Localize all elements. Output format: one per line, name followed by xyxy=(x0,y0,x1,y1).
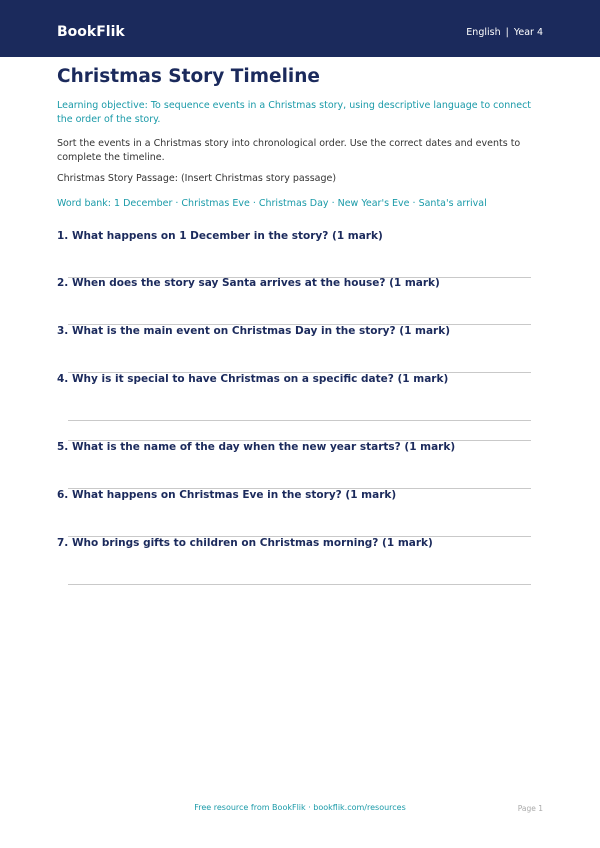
meta-separator: | xyxy=(505,27,509,38)
page-header xyxy=(0,0,600,57)
story-passage: Christmas Story Passage: (Insert Christmas story passage) xyxy=(57,173,337,184)
question-1: 1. What happens on 1 December in the story? (1 mark) xyxy=(57,230,383,242)
brand-logo: BookFlik xyxy=(57,24,125,40)
question-7: 7. Who brings gifts to children on Christmas morning? (1 mark) xyxy=(57,537,433,549)
instructions: Sort the events in a Christmas story into chronological order. Use the correct dates and events to complete the timeline. xyxy=(57,138,521,163)
word-bank: Word bank: 1 December · Christmas Eve · Christmas Day · New Year's Eve · Santa's arrival xyxy=(57,198,487,209)
question-2: 2. When does the story say Santa arrives at the house? (1 mark) xyxy=(57,277,440,289)
page-number: Page 1 xyxy=(517,804,543,813)
question-4: 4. Why is it special to have Christmas on a specific date? (1 mark) xyxy=(57,373,449,385)
question-6: 6. What happens on Christmas Eve in the story? (1 mark) xyxy=(57,489,397,501)
answer-line-7[interactable] xyxy=(68,584,531,585)
footer-credit[interactable]: Free resource from BookFlik · bookflik.com/resources xyxy=(194,803,406,812)
learning-objective: Learning objective: To sequence events in a Christmas story, using descriptive language to connect the order of the story. xyxy=(57,100,532,125)
subject-year xyxy=(466,26,543,40)
question-5: 5. What is the name of the day when the new year starts? (1 mark) xyxy=(57,441,456,453)
year-label: Year 4 xyxy=(513,27,543,38)
page-title: Christmas Story Timeline xyxy=(57,66,320,87)
answer-line-4a[interactable] xyxy=(68,420,531,421)
question-3: 3. What is the main event on Christmas Day in the story? (1 mark) xyxy=(57,325,451,337)
subject-label: English xyxy=(466,27,501,38)
